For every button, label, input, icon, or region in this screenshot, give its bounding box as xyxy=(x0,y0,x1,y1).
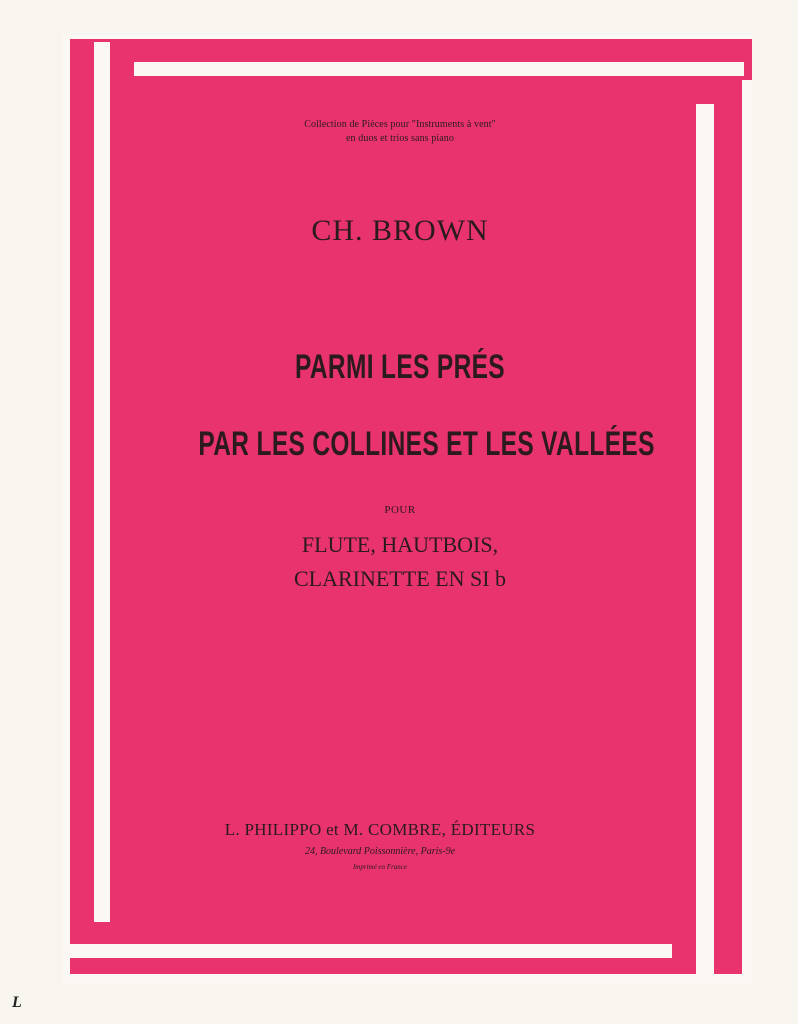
frame-band-bottom-inner xyxy=(62,944,672,958)
frame-band-top-inner xyxy=(134,62,744,76)
composer-name: CH. BROWN xyxy=(311,214,489,247)
frame-band-left-outer xyxy=(62,34,70,984)
collection-line-1: Collection de Pièces pour "Instruments à vent" xyxy=(304,119,496,130)
publisher-address: 24, Boulevard Poissonnière, Paris-9e xyxy=(304,846,456,857)
frame-band-top-outer xyxy=(62,34,752,39)
corner-mark: L xyxy=(12,994,22,1011)
publisher-name: L. PHILIPPO et M. COMBRE, ÉDITEURS xyxy=(224,820,536,839)
publisher-block xyxy=(120,820,640,871)
instruments-line-2: CLARINETTE EN SI b xyxy=(293,566,507,591)
printed-in-note: Imprimé en France xyxy=(352,863,408,871)
title-line-1: PARMI LES PRÉS xyxy=(295,348,505,386)
frame-band-right-inner xyxy=(696,104,714,984)
cover-content xyxy=(120,80,680,596)
frame-band-bottom-outer xyxy=(70,974,752,984)
frame-band-left-inner xyxy=(94,42,110,922)
pour-label: POUR xyxy=(384,504,416,516)
frame-band-right-outer xyxy=(742,80,752,984)
title-line-2: PAR LES COLLINES ET LES VALLÉES xyxy=(198,425,655,463)
instruments-line-1: FLUTE, HAUTBOIS, xyxy=(301,532,499,557)
collection-line-2: en duos et trios sans piano xyxy=(346,133,454,144)
instrumentation xyxy=(120,528,680,596)
collection-note xyxy=(120,118,680,146)
